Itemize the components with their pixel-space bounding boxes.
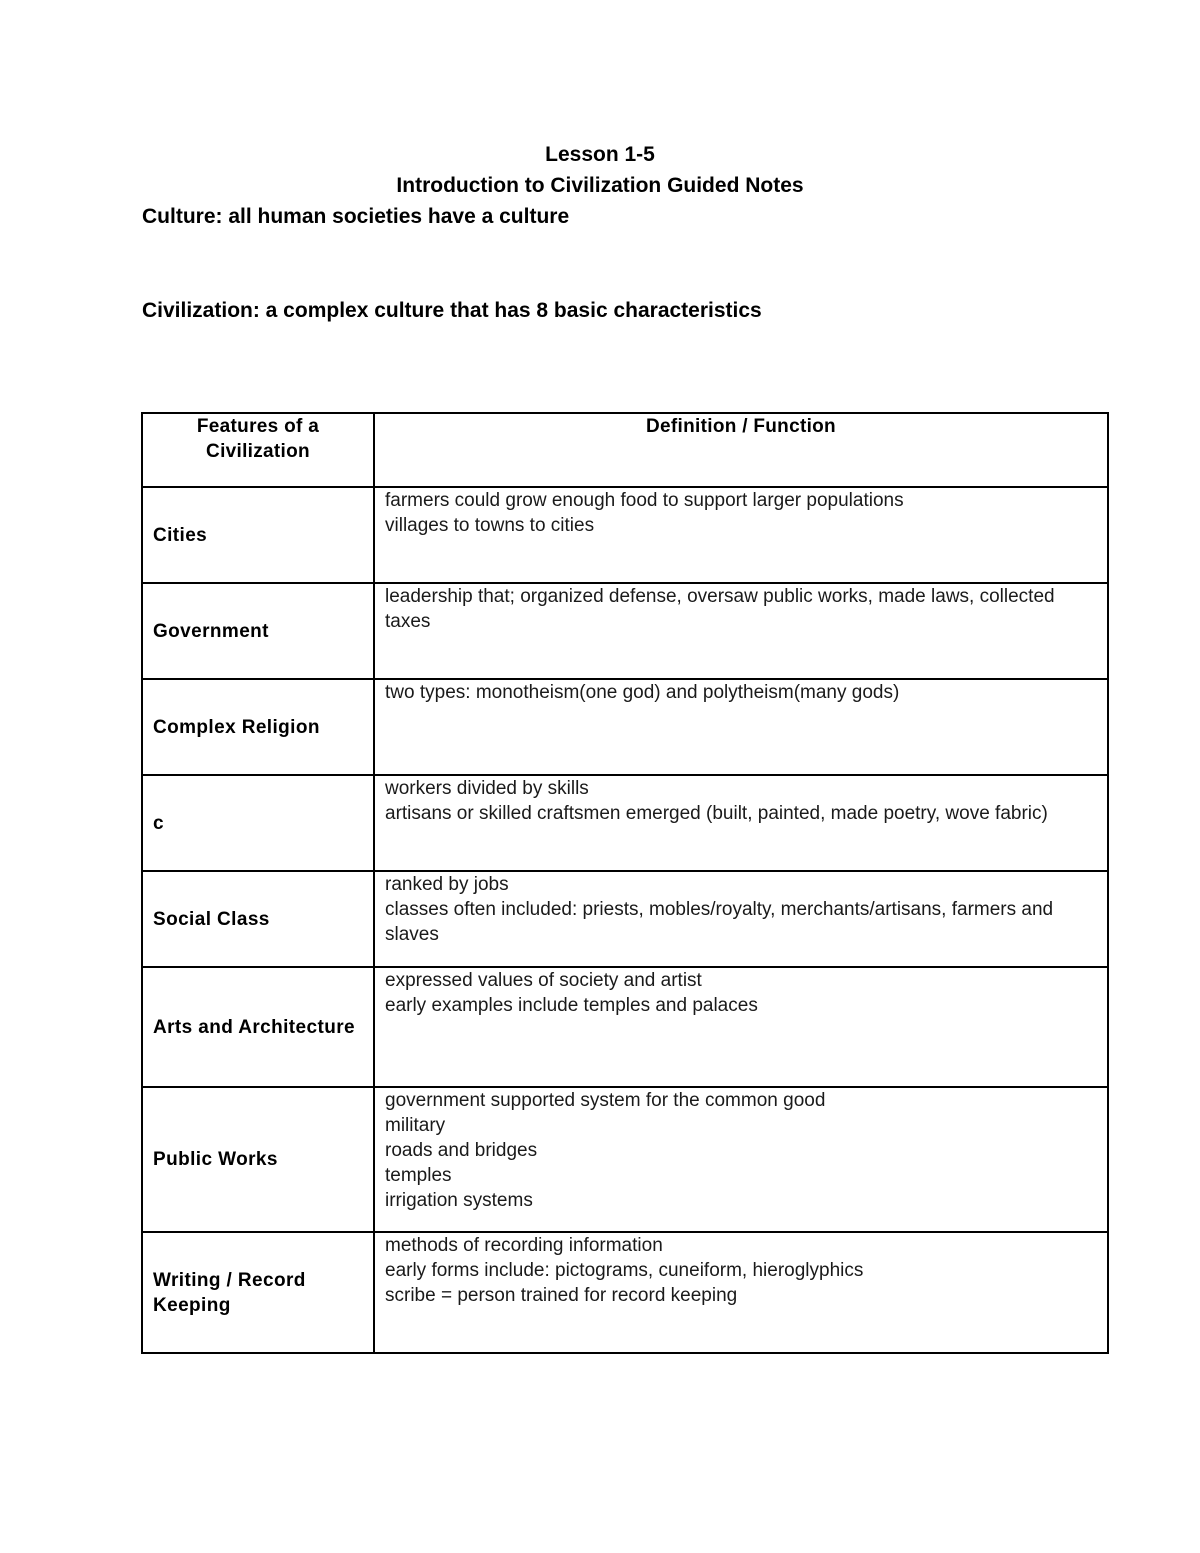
feature-cell: Social Class <box>142 871 374 967</box>
column-header-features: Features of a Civilization <box>142 413 374 487</box>
definition-line: early forms include: pictograms, cuneiform, hieroglyphics <box>385 1260 864 1281</box>
feature-cell: Public Works <box>142 1087 374 1232</box>
definition-cell <box>374 1232 1108 1353</box>
definition-cell <box>374 775 1108 871</box>
definition-line: early examples include temples and palaces <box>385 995 758 1016</box>
civilization-definition: Civilization: a complex culture that has 8 basic characteristics <box>142 299 762 322</box>
culture-definition: Culture: all human societies have a culture <box>142 205 570 228</box>
feature-cell: Cities <box>142 487 374 583</box>
definition-line: roads and bridges <box>385 1140 538 1161</box>
feature-cell: Writing / Record Keeping <box>142 1232 374 1353</box>
definition-line: artisans or skilled craftsmen emerged (built, painted, made poetry, wove fabric) <box>385 803 1048 824</box>
definition-line: leadership that; organized defense, oversaw public works, made laws, collected taxes <box>385 586 1055 632</box>
definition-cell <box>374 679 1108 775</box>
definition-line: military <box>385 1115 446 1136</box>
definition-line: irrigation systems <box>385 1190 533 1211</box>
table-row <box>142 967 1108 1087</box>
feature-cell: Complex Religion <box>142 679 374 775</box>
feature-cell: Arts and Architecture <box>142 967 374 1087</box>
definition-line: expressed values of society and artist <box>385 970 702 991</box>
civilization-features-table <box>141 412 1109 1354</box>
table-row <box>142 487 1108 583</box>
definition-line: two types: monotheism(one god) and polytheism(many gods) <box>385 682 900 703</box>
definition-cell <box>374 871 1108 967</box>
feature-cell: Government <box>142 583 374 679</box>
definition-line: workers divided by skills <box>385 778 589 799</box>
lesson-title: Lesson 1-5 <box>545 143 655 166</box>
column-header-definition: Definition / Function <box>374 413 1108 487</box>
definition-line: methods of recording information <box>385 1235 663 1256</box>
feature-cell: c <box>142 775 374 871</box>
table-row <box>142 1232 1108 1353</box>
definition-line: villages to towns to cities <box>385 515 595 536</box>
table-row <box>142 583 1108 679</box>
table-row <box>142 871 1108 967</box>
table-row <box>142 679 1108 775</box>
definition-line: classes often included: priests, mobles/royalty, merchants/artisans, farmers and slaves <box>385 899 1054 945</box>
definition-line: scribe = person trained for record keeping <box>385 1285 738 1306</box>
definition-line: farmers could grow enough food to support larger populations <box>385 490 904 511</box>
definition-line: government supported system for the common good <box>385 1090 826 1111</box>
table-row <box>142 775 1108 871</box>
table-row <box>142 1087 1108 1232</box>
definition-cell <box>374 1087 1108 1232</box>
definition-line: temples <box>385 1165 452 1186</box>
definition-line: ranked by jobs <box>385 874 509 895</box>
document-title: Introduction to Civilization Guided Notes <box>396 174 804 197</box>
definition-cell <box>374 967 1108 1087</box>
table-header-row <box>142 413 1108 487</box>
definition-cell <box>374 583 1108 679</box>
definition-cell <box>374 487 1108 583</box>
